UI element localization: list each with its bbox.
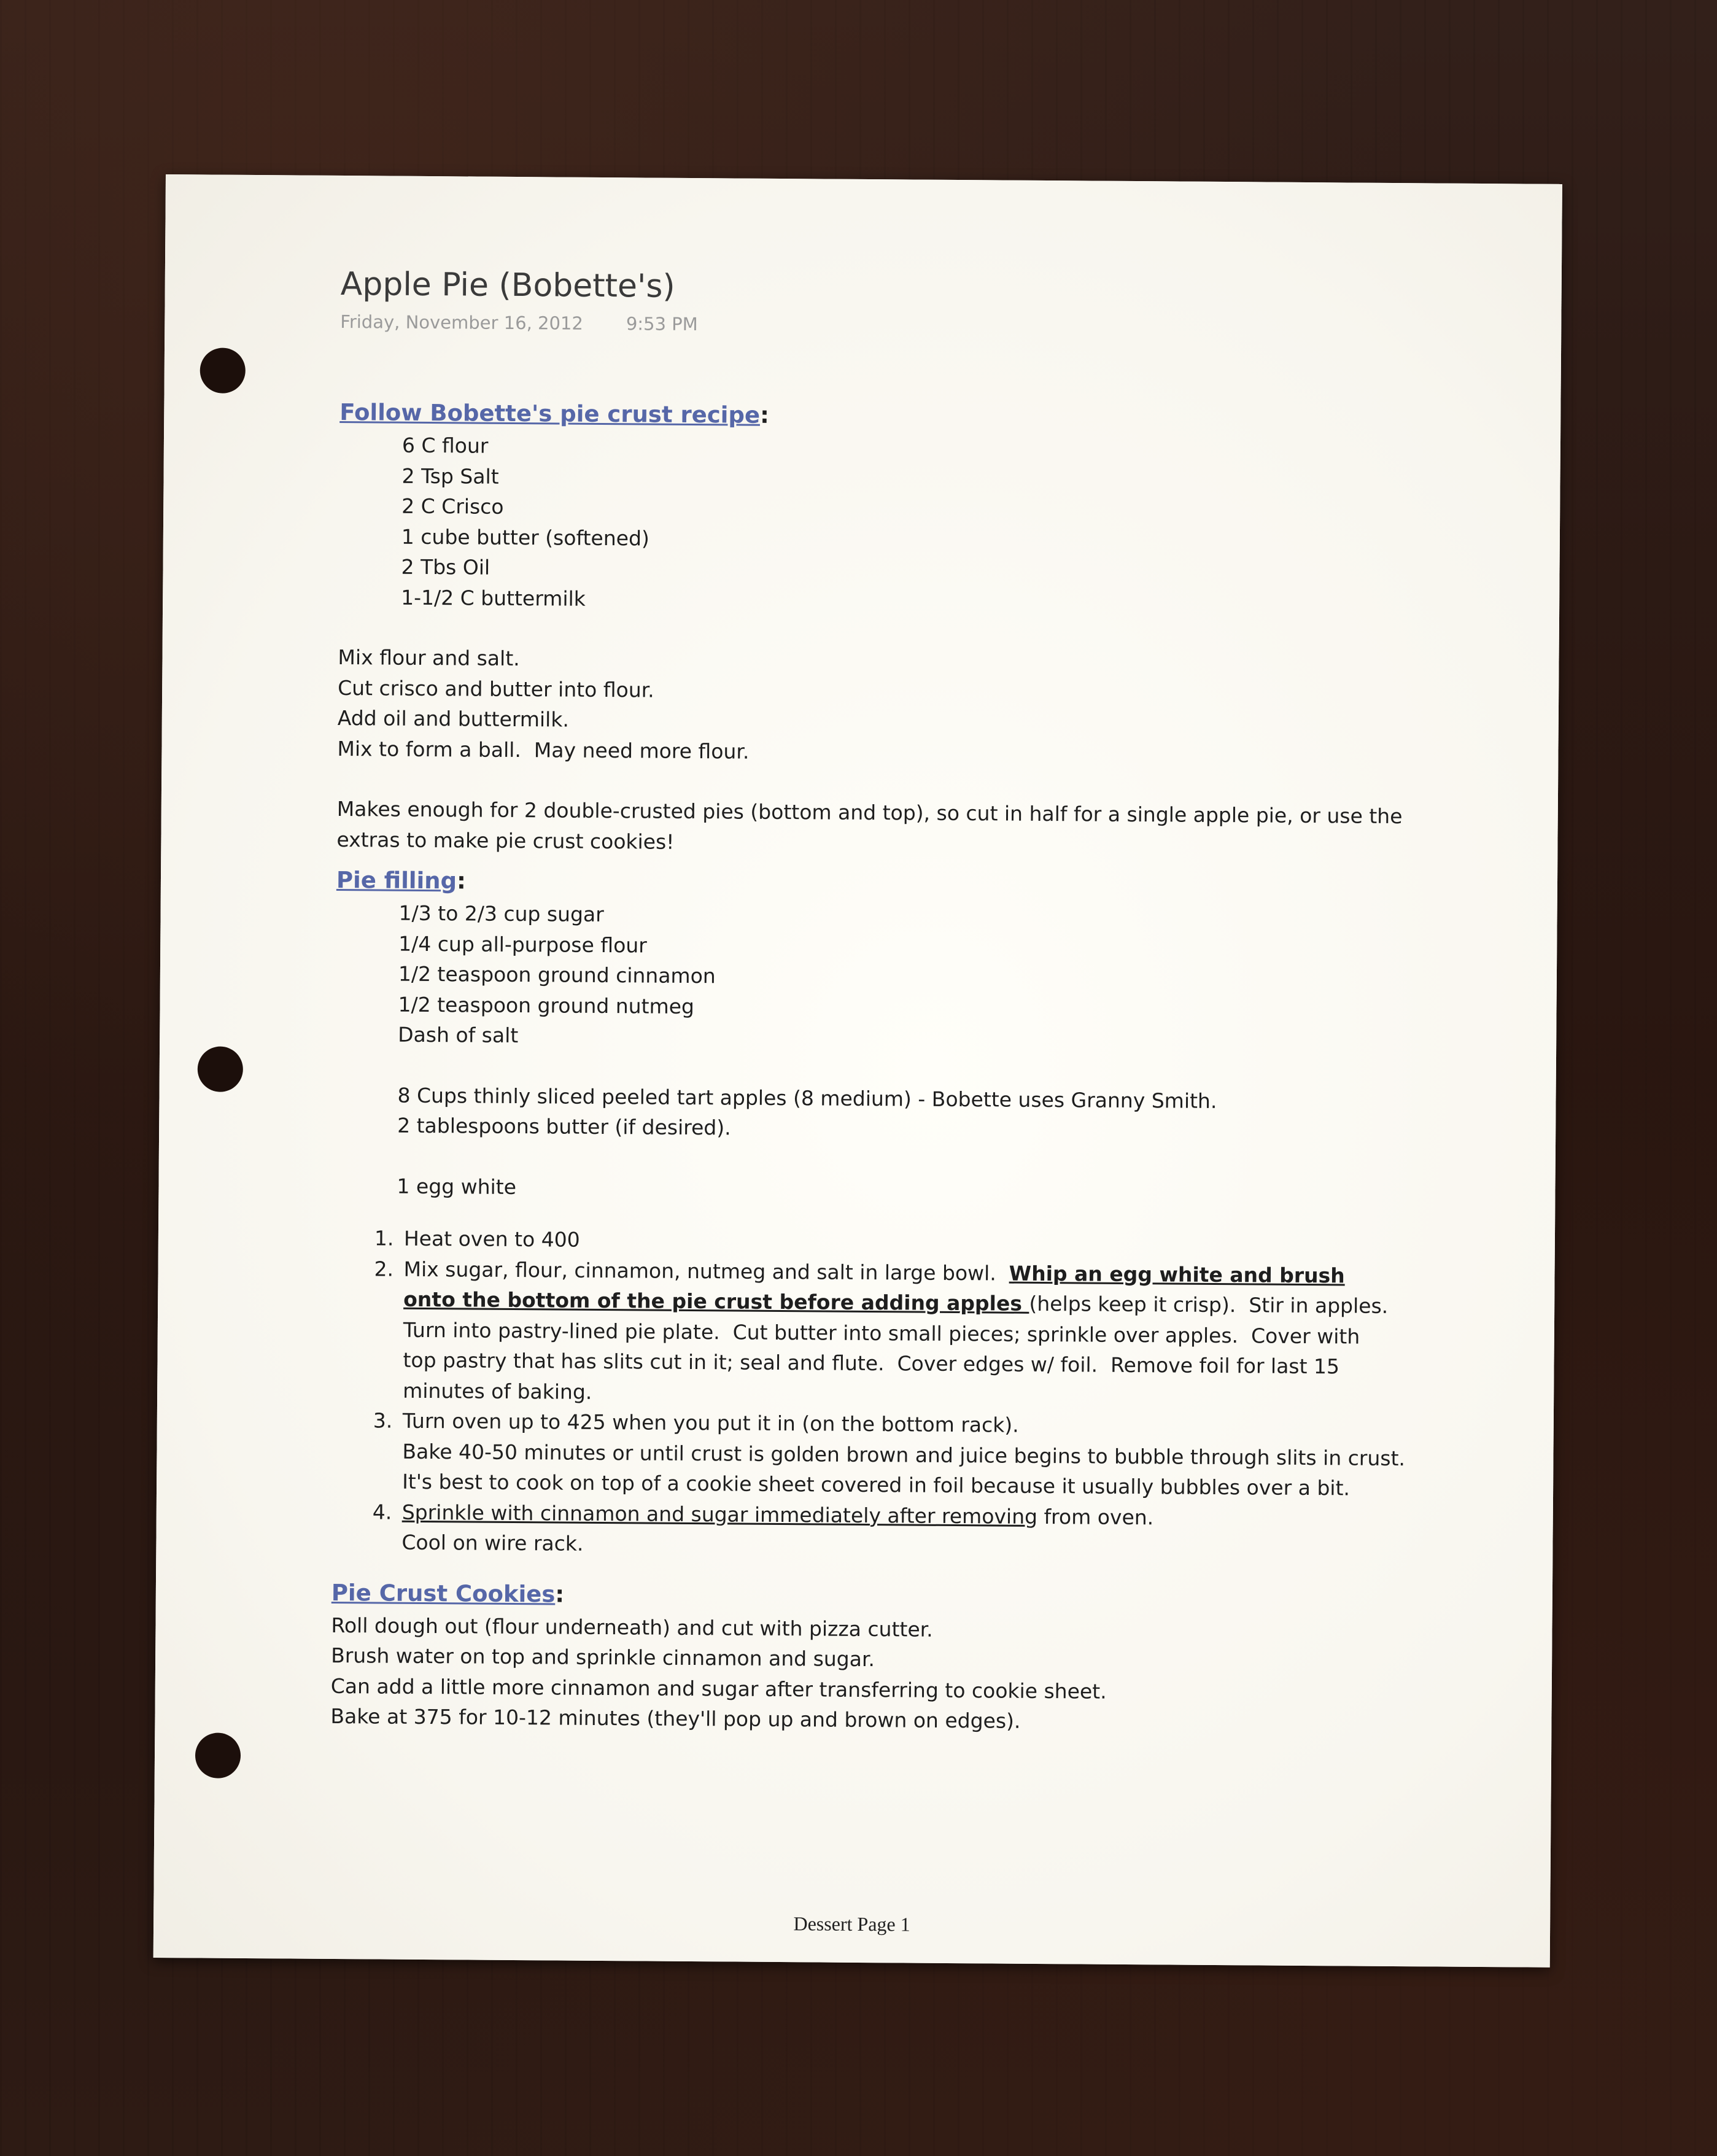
egg-line: 1 egg white bbox=[397, 1174, 517, 1199]
list-item: 2 Tsp Salt bbox=[401, 463, 499, 489]
step-4-emphasis: Sprinkle with cinnamon and sugar immediately after removing bbox=[401, 1500, 1038, 1529]
crust-steps bbox=[337, 642, 1553, 772]
list-item: Cut crisco and butter into flour. bbox=[338, 675, 654, 702]
list-item: 1/2 teaspoon ground cinnamon bbox=[398, 961, 716, 988]
crust-ingredients bbox=[338, 430, 1555, 621]
list-item: 1-1/2 C buttermilk bbox=[401, 585, 586, 611]
list-item: 1 cube butter (softened) bbox=[401, 524, 649, 551]
filling-heading-colon: : bbox=[456, 867, 467, 894]
step-1: 1. Heat oven to 400 bbox=[400, 1223, 1398, 1261]
page-title: Apple Pie (Bobette's) bbox=[340, 265, 675, 305]
list-item: Mix to form a ball. May need more flour. bbox=[337, 736, 750, 764]
step-2-text: Mix sugar, flour, cinnamon, nutmeg and salt in large bowl. bbox=[403, 1257, 1009, 1285]
time-text: 9:53 PM bbox=[626, 313, 698, 335]
list-item: 2 Tbs Oil bbox=[401, 554, 490, 580]
crust-heading-colon: : bbox=[759, 401, 769, 428]
step-3-line: Bake 40-50 minutes or until crust is golden brown and juice begins to bubble through slits in crust. bbox=[402, 1439, 1406, 1470]
filling-steps bbox=[331, 1223, 1549, 1565]
list-item: 2 C Crisco bbox=[401, 494, 504, 519]
step-4-line: Cool on wire rack. bbox=[401, 1530, 584, 1556]
apples-line: 8 Cups thinly sliced peeled tart apples (8 medium) - Bobette uses Granny Smith. bbox=[397, 1083, 1217, 1113]
step-2-emphasis: Whip an egg white and brush onto the bottom of the pie crust before adding apples bbox=[403, 1261, 1345, 1316]
cookies-steps bbox=[330, 1610, 1546, 1740]
page-footer: Dessert Page 1 bbox=[793, 1912, 910, 1936]
cookies-heading-colon: : bbox=[555, 1580, 565, 1608]
list-item: Bake at 375 for 10-12 minutes (they'll pop up and brown on edges). bbox=[330, 1704, 1021, 1733]
list-item: 6 C flour bbox=[401, 433, 489, 458]
step-2-text-rest: (helps keep it crisp). Stir in apples. Turn into pastry-lined pie plate. Cut butter into small pieces; sprinkle over apples. Cover with top pastry that has slits cut in it; seal and flute. Cover edges w/ foil. Remove foil for last 15 minutes of baking. bbox=[403, 1291, 1401, 1404]
crust-recipe-link[interactable]: Follow Bobette's pie crust recipe bbox=[339, 398, 761, 428]
cookies-link[interactable]: Pie Crust Cookies bbox=[331, 1579, 556, 1607]
step-3-line: 3. Turn oven up to 425 when you put it in (on the bottom rack). bbox=[402, 1408, 1019, 1437]
filling-ingredients bbox=[334, 898, 1551, 1209]
list-item: Roll dough out (flour underneath) and cut with pizza cutter. bbox=[331, 1613, 933, 1642]
list-item: 1/3 to 2/3 cup sugar bbox=[398, 901, 604, 927]
step-4-text: from oven. bbox=[1037, 1504, 1154, 1529]
punch-hole-bottom bbox=[195, 1732, 241, 1778]
step-2 bbox=[399, 1254, 1401, 1413]
recipe-content bbox=[330, 263, 1556, 1740]
list-item: Mix flour and salt. bbox=[338, 645, 520, 671]
list-item: 1/2 teaspoon ground nutmeg bbox=[398, 992, 695, 1018]
list-item: 1/4 cup all-purpose flour bbox=[398, 931, 647, 958]
date-text: Friday, November 16, 2012 bbox=[340, 311, 584, 334]
butter-line: 2 tablespoons butter (if desired). bbox=[397, 1113, 731, 1140]
list-item: Dash of salt bbox=[398, 1022, 519, 1048]
crust-note: Makes enough for 2 double-crusted pies (bottom and top), so cut in half for a single apple pie, or use the extras to make pie crust cookies! bbox=[336, 796, 1403, 854]
punch-hole-middle bbox=[198, 1046, 244, 1092]
list-item: Can add a little more cinnamon and sugar after transferring to cookie sheet. bbox=[330, 1673, 1107, 1704]
step-3 bbox=[398, 1406, 1406, 1504]
step-4 bbox=[398, 1497, 1397, 1564]
list-item: Add oil and buttermilk. bbox=[337, 705, 570, 732]
filling-link[interactable]: Pie filling bbox=[336, 866, 457, 894]
paper-sheet bbox=[153, 174, 1562, 1968]
list-item: Brush water on top and sprinkle cinnamon and sugar. bbox=[331, 1643, 875, 1672]
step-3-line: It's best to cook on top of a cookie sheet covered in foil because it usually bubbles over a bit. bbox=[402, 1469, 1351, 1500]
punch-hole-top bbox=[200, 347, 246, 394]
